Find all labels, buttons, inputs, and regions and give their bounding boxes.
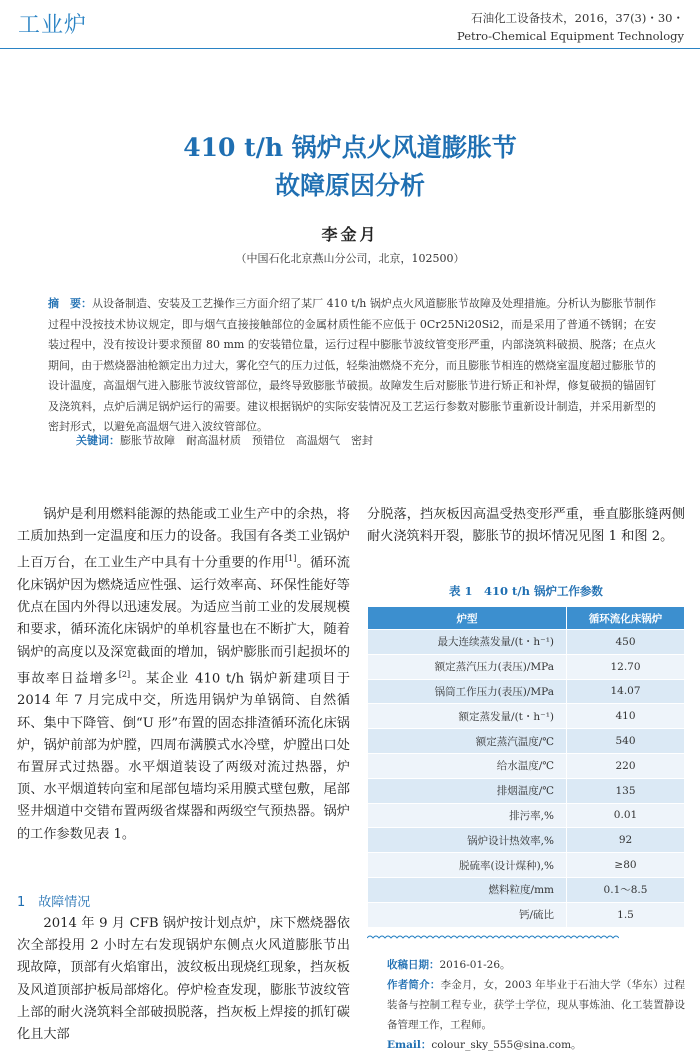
reference-1: [1] [285, 554, 297, 564]
table-header-row [368, 607, 685, 630]
email-value: colour_sky_555@sina.com。 [431, 1039, 582, 1051]
abstract-label: 摘 要： [48, 297, 93, 310]
param-value-cell: 135 [567, 778, 685, 803]
body-paragraph-intro [17, 504, 350, 846]
table-row [368, 753, 685, 778]
reference-2: [2] [118, 669, 131, 679]
keywords-text: 膨胀节故障 耐高温材质 预错位 高温烟气 密封 [120, 434, 373, 447]
section-tag: 工业炉 [18, 13, 88, 38]
param-name-cell: 燃料粒度/mm [368, 877, 567, 902]
parameter-table [367, 606, 685, 928]
table-row [368, 679, 685, 704]
param-value-cell: 1.5 [567, 902, 685, 927]
param-name-cell: 钙/硫比 [368, 902, 567, 927]
author-bio [387, 975, 685, 1035]
param-name-cell: 脱硫率(设计煤种),% [368, 853, 567, 878]
param-name-cell: 锅炉设计热效率,% [368, 828, 567, 853]
received-date [387, 955, 685, 975]
param-value-cell: 540 [567, 729, 685, 754]
param-name-cell: 排污率,% [368, 803, 567, 828]
keywords [76, 432, 373, 448]
param-name-cell: 额定蒸发量/(t・h⁻¹) [368, 704, 567, 729]
param-name-cell: 给水温度/℃ [368, 753, 567, 778]
author-affiliation: （中国石化北京燕山分公司，北京，102500） [235, 252, 465, 265]
param-value-cell: 92 [567, 828, 685, 853]
table-row [368, 853, 685, 878]
abstract [48, 294, 656, 438]
journal-citation: 石油化工设备技术，2016，37(3)・30・ [471, 11, 684, 25]
table-header-cell: 循环流化床锅炉 [567, 607, 685, 630]
wave-line [367, 936, 619, 938]
author-email [387, 1035, 685, 1055]
param-value-cell: 0.01 [567, 803, 685, 828]
param-name-cell: 额定蒸汽温度/℃ [368, 729, 567, 754]
received-label: 收稿日期： [387, 959, 440, 971]
table-row [368, 828, 685, 853]
footnote [387, 955, 685, 1055]
table-row [368, 902, 685, 927]
param-name-cell: 额定蒸汽压力(表压)/MPa [368, 654, 567, 679]
param-value-cell: ≥80 [567, 853, 685, 878]
table-row [368, 704, 685, 729]
param-value-cell: 220 [567, 753, 685, 778]
author-name: 李金月 [321, 225, 379, 244]
table-row [368, 729, 685, 754]
section-heading: 1 故障情况 [17, 895, 91, 910]
table-row [368, 877, 685, 902]
received-value: 2016-01-26。 [439, 959, 511, 971]
article-title-line2: 故障原因分析 [274, 171, 425, 200]
param-value-cell: 0.1～8.5 [567, 877, 685, 902]
param-value-cell: 12.70 [567, 654, 685, 679]
param-name-cell: 锅筒工作压力(表压)/MPa [368, 679, 567, 704]
decorative-wave-divider [367, 934, 619, 942]
param-value-cell: 14.07 [567, 679, 685, 704]
table-row [368, 630, 685, 655]
table-row [368, 654, 685, 679]
body-paragraph-continued: 分脱落，挡灰板因高温受热变形严重，垂直膨胀缝两侧耐火浇筑料开裂，膨胀节的损坏情况见图 1 和图 2。 [367, 507, 685, 545]
param-value-cell: 450 [567, 630, 685, 655]
header-divider [0, 48, 700, 49]
intro-text-part2: 。循环流化床锅炉因为燃烧适应性强、运行效率高、环保性能好等优点在国内外得以迅速发展。为适应当前工业的发展规模和要求，循环流化床锅炉的单机容量也在不断扩大，随着锅炉的高度以及深宽截面的增加，锅炉膨胀而引起损坏的事故率日益增多 [17, 555, 350, 687]
param-value-cell: 410 [567, 704, 685, 729]
table-row [368, 778, 685, 803]
intro-text-part3: 。某企业 410 t/h 锅炉新建项目于 2014 年 7 月完成中交，所选用锅炉为单锅筒、自然循环、集中下降管、倒“U 形”布置的固态排渣循环流化床锅炉，锅炉前部为炉膛，四周布满膜式水冷壁，炉膛出口处布置屏式过热器。水平烟道装设了两级对流过热器，炉顶、水平烟道转向室和尾部包墙均采用膜式壁包敷，尾部竖井烟道中交错布置两级省煤器和两级空气预热器。锅炉的工作参数见表 1。 [17, 671, 351, 842]
intro-text-part1: 锅炉是利用燃料能源的热能或工业生产中的余热，将工质加热到一定温度和压力的设备。我国有各类工业锅炉上百万台，在工业生产中具有十分重要的作用 [17, 507, 350, 571]
table-row [368, 803, 685, 828]
author-bio-text: 李金月，女，2003 年毕业于石油大学（华东）过程装备与控制工程专业，获学士学位，现从事炼油、化工装置静设备管理工作，工程师。 [387, 979, 686, 1031]
keywords-label: 关键词： [76, 434, 120, 447]
table-header-cell: 炉型 [368, 607, 567, 630]
article-title-line1: 410 t/h 锅炉点火风道膨胀节 [183, 133, 517, 162]
abstract-text: 从设备制造、安装及工艺操作三方面介绍了某厂 410 t/h 锅炉点火风道膨胀节故障及处理措施。分析认为膨胀节制作过程中没按技术协议规定，即与烟气直接接触部位的金属材质性能不应低于 0Cr25Ni20Si2，而是采用了普通不锈钢；在安装过程中，没有按设计要求预留 80 mm 的安装错位量，运行过程中膨胀节波纹管变形严重，内部浇筑料破损、脱落；在点火期间，由于燃烧器油枪额定出力过大，雾化空气的压力过低，轻柴油燃烧不充分，而且膨胀节相连的燃烧室温度超过膨胀节的设计温度，高温烟气进入膨胀节波纹管部位，最终导致膨胀节破损。故障发生后对膨胀节进行矫正和补焊，修复破损的锚固钉及浇筑料，点炉后满足锅炉运行的需要。建议根据锅炉的实际安装情况及工艺运行参数对膨胀节重新设计制造，并采用新型的密封形式，以避免高温烟气进入波纹管部位。 [48, 297, 656, 433]
param-name-cell: 最大连续蒸发量/(t・h⁻¹) [368, 630, 567, 655]
table-caption: 表 1 410 t/h 锅炉工作参数 [449, 584, 603, 598]
journal-english-name: Petro-Chemical Equipment Technology [457, 29, 684, 43]
body-paragraph-fault: 2014 年 9 月 CFB 锅炉按计划点炉，床下燃烧器依次全部投用 2 小时左右发现锅炉东侧点火风道膨胀节出现故障，顶部有火焰窜出，波纹板出现烧红现象，挡灰板及风道顶部护板局部熔化。停炉检查发现，膨胀节波纹管上部的耐火浇筑料全部破损脱落，挡灰板上焊接的抓钉碳化且大部 [17, 916, 350, 1043]
email-label: Email： [387, 1039, 432, 1051]
param-name-cell: 排烟温度/℃ [368, 778, 567, 803]
author-bio-label: 作者简介： [387, 979, 441, 991]
